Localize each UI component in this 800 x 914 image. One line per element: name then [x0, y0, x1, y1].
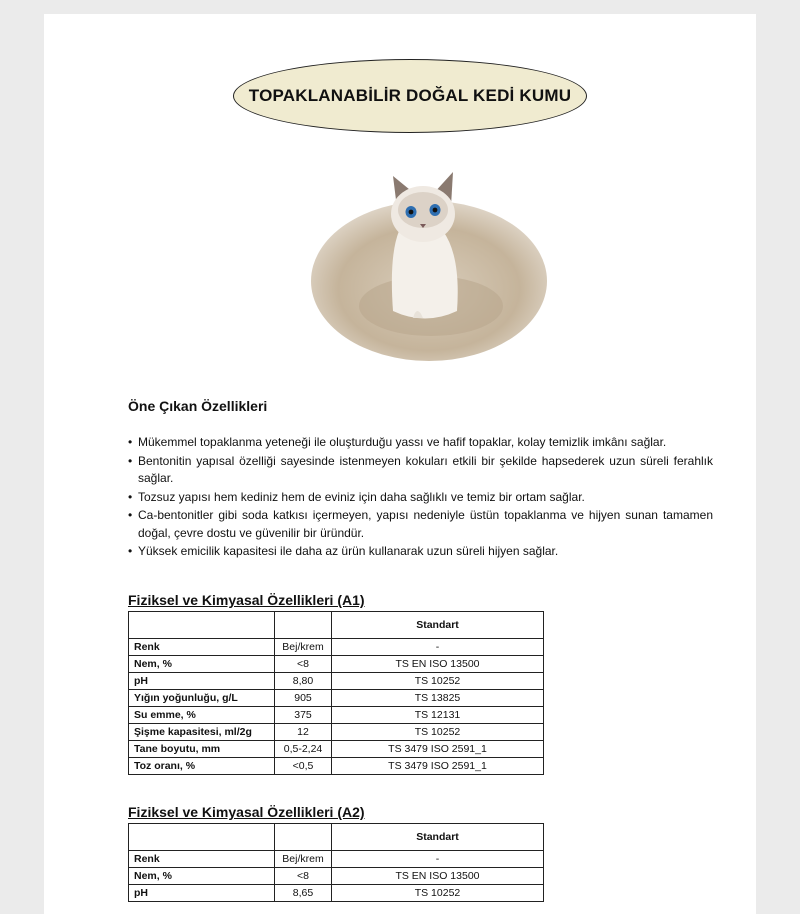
list-item: • Yüksek emicilik kapasitesi ile daha az ürün kullanarak uzun süreli hijyen sağlar. [128, 543, 713, 561]
value-cell: <8 [275, 656, 332, 673]
bullet-icon: • [128, 508, 133, 522]
property-cell: pH [129, 673, 275, 690]
list-item: • Tozsuz yapısı hem kediniz hem de eviniz için daha sağlıklı ve temiz bir ortam sağlar. [128, 489, 713, 507]
value-cell: 12 [275, 724, 332, 741]
table-row [129, 707, 544, 724]
standard-cell: TS 10252 [332, 673, 544, 690]
table-row [129, 758, 544, 775]
standard-cell: TS 12131 [332, 707, 544, 724]
standard-cell: - [332, 851, 544, 868]
table-row [129, 741, 544, 758]
table-row [129, 690, 544, 707]
header-blank-cell [275, 612, 332, 639]
property-cell: Renk [129, 851, 275, 868]
table-a2-heading: Fiziksel ve Kimyasal Özellikleri (A2) [128, 804, 365, 820]
table-header-row [129, 824, 544, 851]
table-row [129, 851, 544, 868]
cat-sitting-on-litter-icon [301, 136, 551, 366]
property-cell: Nem, % [129, 656, 275, 673]
list-item: • Mükemmel topaklanma yeteneği ile oluşturduğu yassı ve hafif topaklar, kolay temizlik imkânı sağlar. [128, 434, 713, 452]
document-page [44, 14, 756, 914]
table-header-row [129, 612, 544, 639]
property-cell: pH [129, 885, 275, 902]
list-item: • Ca-bentonitler gibi soda katkısı içermeyen, yapısı nedeniyle üstün topaklanma ve hijyen sunan tamamen doğal, çevre dostu ve güvenilir bir üründür. [128, 508, 713, 540]
value-cell: Bej/krem [275, 639, 332, 656]
value-cell: 0,5-2,24 [275, 741, 332, 758]
value-cell: 905 [275, 690, 332, 707]
bullet-icon: • [128, 435, 133, 449]
title-oval [233, 59, 587, 133]
table-row [129, 673, 544, 690]
standard-cell: TS EN ISO 13500 [332, 868, 544, 885]
standard-cell: TS 3479 ISO 2591_1 [332, 758, 544, 775]
value-cell: 8,65 [275, 885, 332, 902]
standard-cell: TS 10252 [332, 724, 544, 741]
features-heading: Öne Çıkan Özellikleri [128, 398, 268, 414]
value-cell: Bej/krem [275, 851, 332, 868]
property-cell: Toz oranı, % [129, 758, 275, 775]
value-cell: <8 [275, 868, 332, 885]
property-cell: Nem, % [129, 868, 275, 885]
standard-cell: TS 10252 [332, 885, 544, 902]
standard-cell: - [332, 639, 544, 656]
table-row [129, 656, 544, 673]
bullet-icon: • [128, 489, 133, 504]
table-a1-heading: Fiziksel ve Kimyasal Özellikleri (A1) [128, 592, 365, 608]
standard-cell: TS EN ISO 13500 [332, 656, 544, 673]
property-cell: Yığın yoğunluğu, g/L [129, 690, 275, 707]
header-blank-cell [129, 824, 275, 851]
properties-table-a2 [128, 823, 544, 902]
header-blank-cell [275, 824, 332, 851]
features-list [128, 434, 713, 562]
value-cell: 375 [275, 707, 332, 724]
standard-header: Standart [332, 612, 544, 639]
bullet-icon: • [128, 544, 133, 558]
property-cell: Tane boyutu, mm [129, 741, 275, 758]
list-item: • Bentonitin yapısal özelliği sayesinde istenmeyen kokuları etkili bir şekilde hapsederek uzun süreli ferahlık sağlar. [128, 453, 713, 485]
value-cell: 8,80 [275, 673, 332, 690]
value-cell: <0,5 [275, 758, 332, 775]
table-row [129, 885, 544, 902]
table-row [129, 724, 544, 741]
property-cell: Renk [129, 639, 275, 656]
standard-cell: TS 3479 ISO 2591_1 [332, 741, 544, 758]
standard-header: Standart [332, 824, 544, 851]
properties-table-a1 [128, 611, 544, 775]
page-title: TOPAKLANABİLİR DOĞAL KEDİ KUMU [248, 86, 572, 105]
table-row [129, 868, 544, 885]
bullet-icon: • [128, 453, 133, 468]
table-row [129, 639, 544, 656]
header-blank-cell [129, 612, 275, 639]
property-cell: Su emme, % [129, 707, 275, 724]
property-cell: Şişme kapasitesi, ml/2g [129, 724, 275, 741]
standard-cell: TS 13825 [332, 690, 544, 707]
